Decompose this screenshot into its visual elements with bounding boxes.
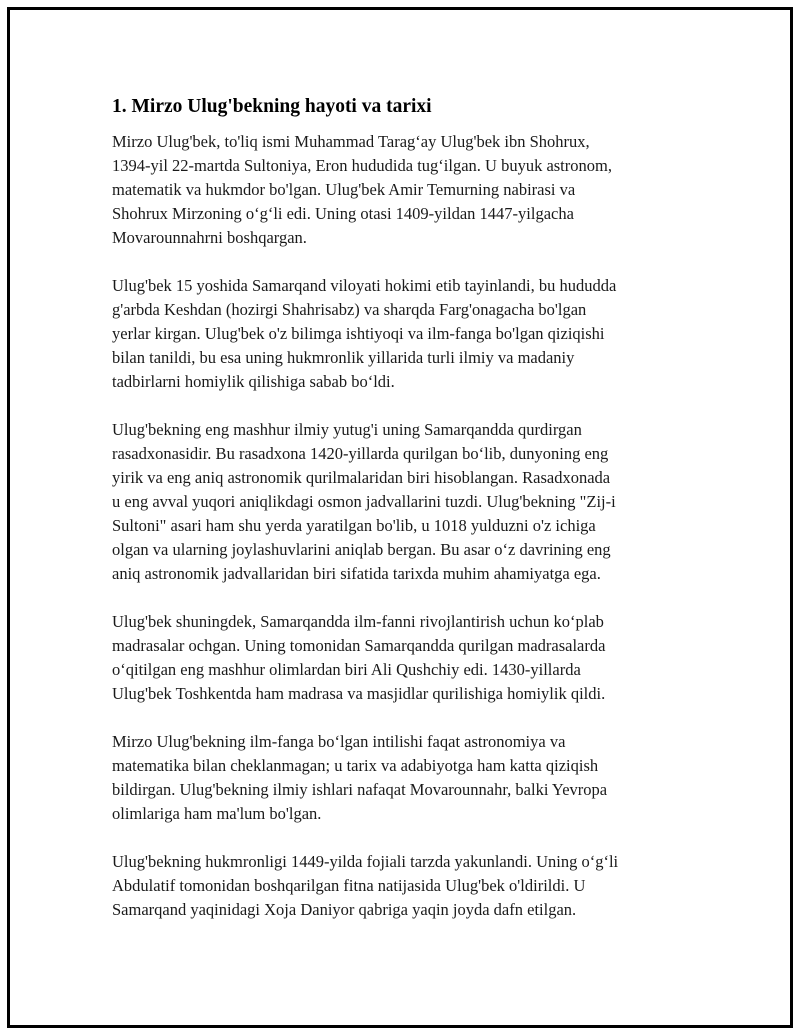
paragraph-death: Ulug'bekning hukmronligi 1449-yilda fojiali tarzda yakunlandi. Uning oʻgʻli Abdulatif tomonidan boshqarilgan fitna natijasida Ulug'bek o'ldirildi. U Samarqand yaqinidagi Xoja Daniyor qabriga yaqin joyda dafn etilgan. [112, 852, 619, 919]
paragraph-observatory: Ulug'bekning eng mashhur ilmiy yutug'i uning Samarqandda qurdirgan rasadxonasidir. Bu rasadxona 1420-yillarda qurilgan boʻlib, dunyoning eng yirik va eng aniq astronomik qurilmalaridan biri hisoblangan. Rasadxonada u eng avval yuqori aniqlikdagi osmon jadvallarini tuzdi. Ulug'bekning "Zij-i Sultoni" asari ham shu yerda yaratilgan bo'lib, u 1018 yulduzni o'z ichiga olgan va ularning joylashuvlarini aniqlab bergan. Bu asar oʻz davrining eng aniq astronomik jadvallaridan biri sifatida tarixda muhim ahamiyatga ega. [112, 420, 616, 583]
section-heading: 1. Mirzo Ulug'bekning hayoti va tarixi [112, 96, 432, 117]
paragraph-governor: Ulug'bek 15 yoshida Samarqand viloyati hokimi etib tayinlandi, bu hududda g'arbda Keshdan (hozirgi Shahrisabz) va sharqda Farg'onagacha bo'lgan yerlar kirgan. Ulug'bek o'z bilimga ishtiyoqi va ilm-fanga bo'lgan qiziqishi bilan tanildi, bu esa uning hukmronlik yillarida turli ilmiy va madaniy tadbirlarni homiylik qilishiga sabab boʻldi. [112, 276, 617, 391]
paragraph-birth: Mirzo Ulug'bek, to'liq ismi Muhammad Taragʻay Ulug'bek ibn Shohrux, 1394-yil 22-martda Sultoniya, Eron hududida tugʻilgan. U buyuk astronom, matematik va hukmdor bo'lgan. Ulug'bek Amir Temurning nabirasi va Shohrux Mirzoning oʻgʻli edi. Uning otasi 1409-yildan 1447-yilgacha Movarounnahrni boshqargan. [112, 132, 612, 247]
paragraph-interests: Mirzo Ulug'bekning ilm-fanga boʻlgan intilishi faqat astronomiya va matematika bilan cheklanmagan; u tarix va adabiyotga ham katta qiziqish bildirgan. Ulug'bekning ilmiy ishlari nafaqat Movarounnahr, balki Yevropa olimlariga ham ma'lum bo'lgan. [112, 732, 608, 823]
document-body [112, 94, 692, 946]
paragraph-madrasas: Ulug'bek shuningdek, Samarqandda ilm-fanni rivojlantirish uchun koʻplab madrasalar ochgan. Uning tomonidan Samarqandda qurilgan madrasalarda oʻqitilgan eng mashhur olimlardan biri Ali Qushchiy edi. 1430-yillarda Ulug'bek Toshkentda ham madrasa va masjidlar qurilishiga homiylik qildi. [112, 612, 606, 703]
